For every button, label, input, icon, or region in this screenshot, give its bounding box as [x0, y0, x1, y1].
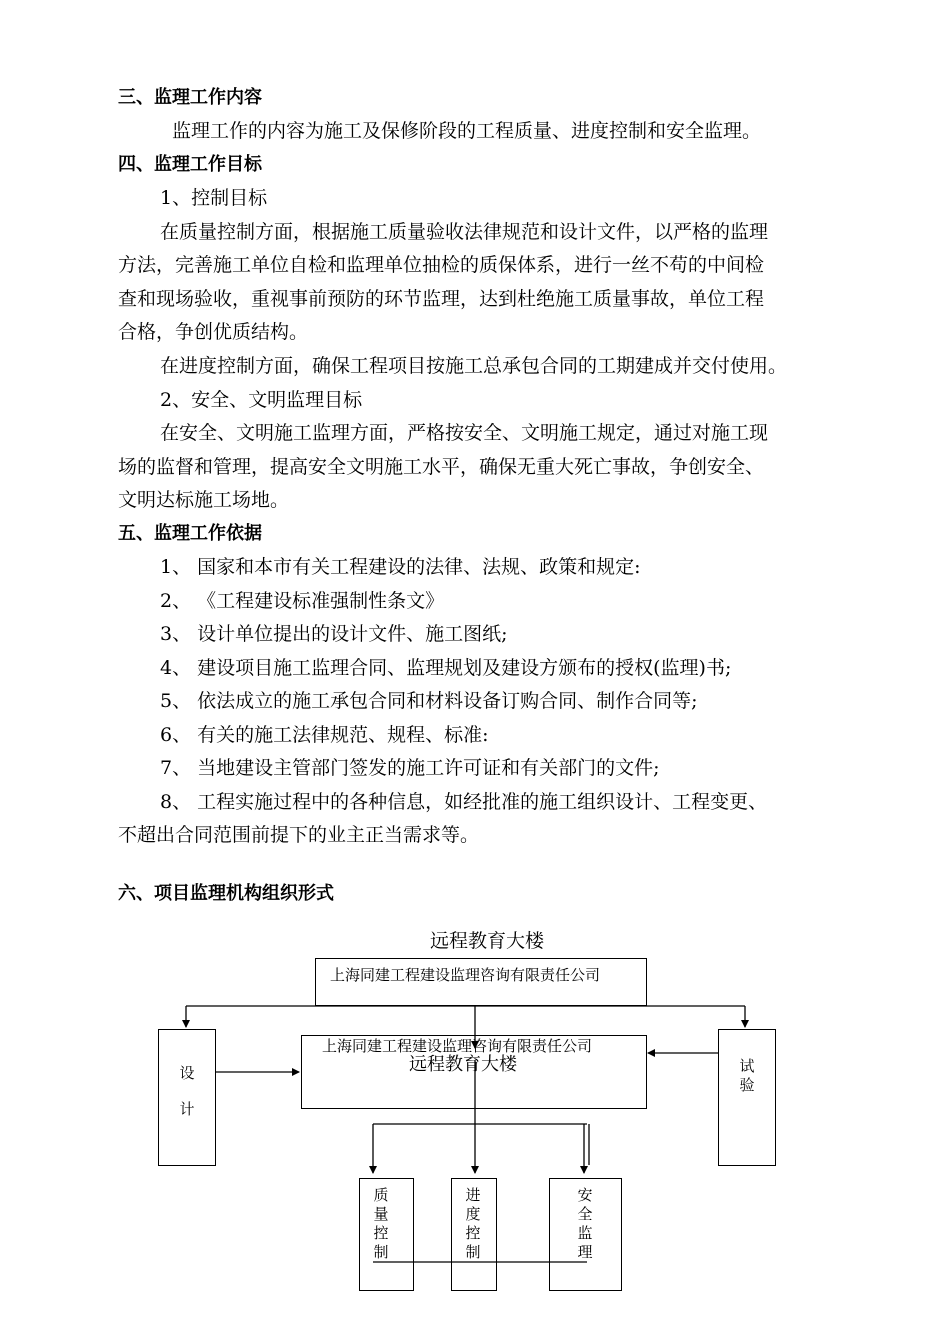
- section-4-subtitle-2: 2、安全、文明监理目标: [160, 389, 363, 411]
- section-5-item-8-line-2: 不超出合同范围前提下的业主正当需求等。: [118, 824, 480, 846]
- section-4-paragraph-3-line-2: 场的监督和管理，提高安全文明施工水平，确保无重大死亡事故，争创安全、: [118, 456, 765, 478]
- section-5-item-1: 1、 国家和本市有关工程建设的法律、法规、政策和规定:: [160, 556, 641, 578]
- section-4-paragraph-2: 在进度控制方面，确保工程项目按施工总承包合同的工期建成并交付使用。: [160, 355, 788, 377]
- diagram-title: 远程教育大楼: [430, 930, 545, 952]
- section-5-title: 五、监理工作依据: [118, 523, 262, 544]
- section-5-item-4: 4、 建设项目施工监理合同、监理规划及建设方颁布的授权(监理)书;: [160, 657, 732, 679]
- progress-control-box-label: 进度控制: [465, 1186, 481, 1261]
- section-4-paragraph-1-line-4: 合格，争创优质结构。: [118, 321, 309, 343]
- top-company-box-label: 上海同建工程建设监理咨询有限责任公司: [330, 966, 601, 984]
- center-project-box-title: 远程教育大楼: [409, 1054, 517, 1075]
- section-4-title: 四、监理工作目标: [118, 154, 262, 175]
- section-6-title: 六、项目监理机构组织形式: [118, 883, 334, 904]
- section-5-item-2: 2、 《工程建设标准强制性条文》: [160, 590, 445, 612]
- testing-box-label: 试验: [739, 1057, 755, 1094]
- section-5-item-6: 6、 有关的施工法律规范、规程、标准:: [160, 724, 489, 746]
- section-5-item-3: 3、 设计单位提出的设计文件、施工图纸;: [160, 623, 508, 645]
- progress-control-box: [451, 1178, 497, 1291]
- section-4-paragraph-1-line-2: 方法，完善施工单位自检和监理单位抽检的质保体系，进行一丝不苟的中间检: [118, 254, 765, 276]
- design-box: [158, 1029, 216, 1166]
- quality-control-box: [359, 1178, 414, 1291]
- section-5-item-8: 8、 工程实施过程中的各种信息，如经批准的施工组织设计、工程变更、: [160, 791, 768, 813]
- section-4-paragraph-1-line-1: 在质量控制方面，根据施工质量验收法律规范和设计文件，以严格的监理: [160, 221, 769, 243]
- safety-supervision-box: [549, 1178, 622, 1291]
- section-5-item-5: 5、 依法成立的施工承包合同和材料设备订购合同、制作合同等;: [160, 690, 698, 712]
- section-4-paragraph-1-line-3: 查和现场验收，重视事前预防的环节监理，达到杜绝施工质量事故，单位工程: [118, 288, 765, 310]
- section-4-paragraph-3-line-1: 在安全、文明施工监理方面，严格按安全、文明施工规定，通过对施工现: [160, 422, 769, 444]
- safety-supervision-box-label: 安全监理: [577, 1186, 593, 1261]
- section-3-title: 三、监理工作内容: [118, 87, 262, 108]
- section-4-paragraph-3-line-3: 文明达标施工场地。: [118, 489, 290, 511]
- section-5-item-7: 7、 当地建设主管部门签发的施工许可证和有关部门的文件;: [160, 757, 660, 779]
- quality-control-box-label: 质量控制: [373, 1186, 389, 1261]
- testing-box: [718, 1029, 776, 1166]
- top-company-box: [315, 958, 647, 1006]
- center-project-box-company: 上海同建工程建设监理咨询有限责任公司: [322, 1037, 593, 1055]
- section-3-paragraph: 监理工作的内容为施工及保修阶段的工程质量、进度控制和安全监理。: [172, 120, 762, 142]
- center-project-box: [301, 1035, 647, 1109]
- design-box-label: 设计: [179, 1064, 195, 1118]
- section-4-subtitle-1: 1、控制目标: [160, 187, 268, 209]
